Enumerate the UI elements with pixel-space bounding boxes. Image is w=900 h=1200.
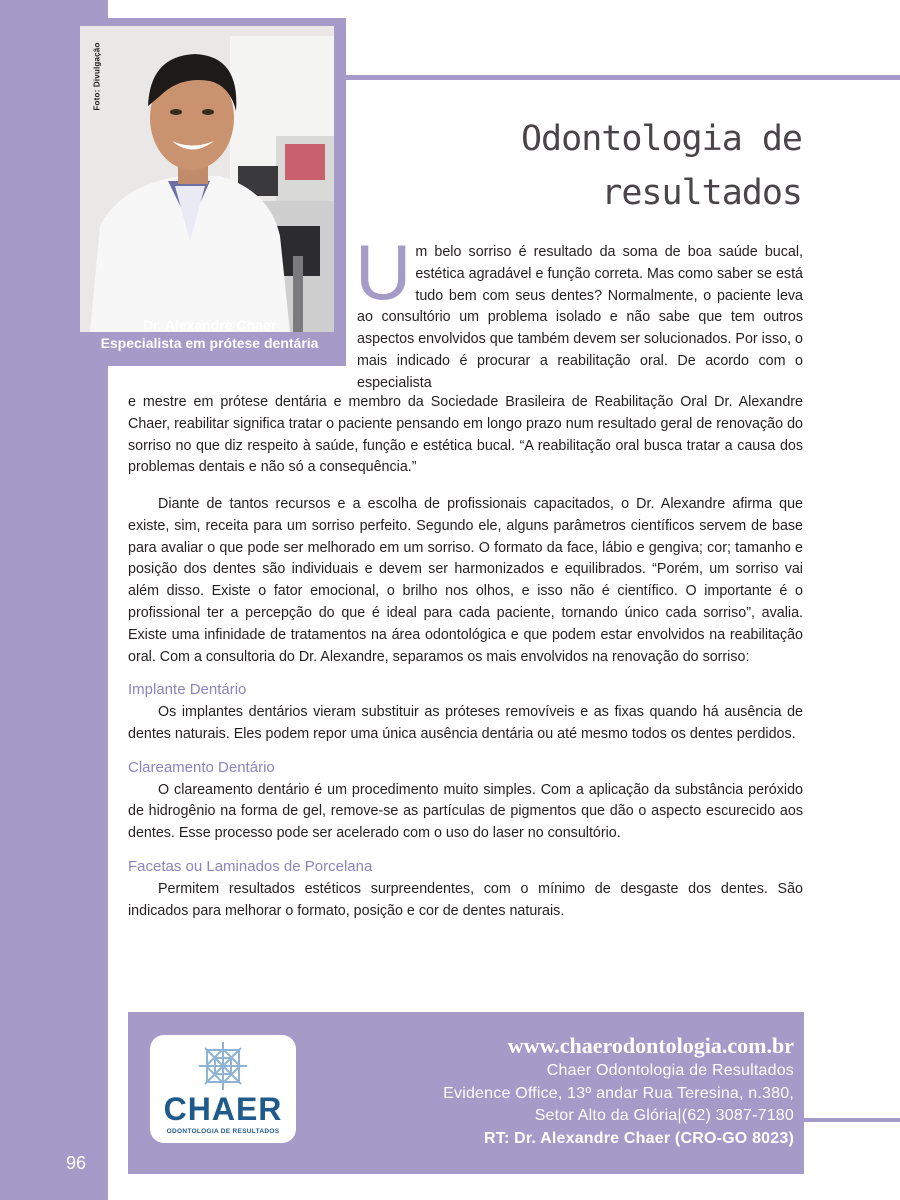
address-phone-line: Setor Alto da Glória|(62) 3087-7180: [534, 1107, 794, 1124]
top-divider-rule: [340, 75, 900, 80]
section-heading-clareamento: Clareamento Dentário: [128, 758, 275, 776]
doctor-portrait-photo: [80, 26, 334, 332]
portrait-illustration: [80, 26, 334, 332]
contact-info: [443, 1032, 794, 1150]
section-heading-facetas: Facetas ou Laminados de Porcelana: [128, 857, 373, 875]
section-text-facetas: Permitem resultados estéticos surpreendentes, com o mínimo de desgaste dos dentes. São indicados para melhorar o formato, posição e cor de dentes naturais.: [128, 880, 803, 919]
body-paragraph-2: Diante de tantos recursos e a escolha de profissionais capacitados, o Dr. Alexandre afirma que existe, sim, receita para um sorriso perfeito. Segundo ele, alguns parâmetros científicos servem de base para avaliar o que pode ser melhorado em um sorriso. O formato da face, lábio e gengiva; cor; tamanho e posição dos dentes são individuais e devem ser harmonizados e equilibrados. “Porém, um sorriso vai além disso. Existe o fator emocional, o brilho nos olhos, e isso não é científico. O importante é o profissional ter a percepção do que é ideal para cada paciente, tornando único cada sorriso”, avalia. Existe uma infinidade de tratamentos na área odontológica e que podem estar envolvidos na reabilitação oral. Com a consultoria do Dr. Alexandre, separamos os mais envolvidos na renovação do sorriso:: [128, 496, 803, 665]
section-text-implante: Os implantes dentários vieram substituir as próteses removíveis e as fixas quando há ausência de dentes naturais. Eles podem repor uma única ausência dentária ou até mesmo todos os dentes perdidos.: [128, 704, 803, 742]
drop-cap: U: [355, 228, 412, 316]
chaer-logo-mark-icon: [197, 1040, 249, 1092]
clinic-name: Chaer Odontologia de Resultados: [546, 1062, 794, 1079]
intro-paragraph: [355, 228, 803, 395]
article-title: [521, 112, 802, 220]
title-line-1: Odontologia de: [520, 119, 802, 159]
article-body: [128, 494, 803, 922]
chaer-logo: [150, 1035, 296, 1143]
footer-contact-box: [128, 1012, 804, 1174]
intro-text-beside-photo: m belo sorriso é resultado da soma de boa saúde bucal, estética agradável e função correta. Mas como saber se está tudo bem com seus dentes? Normalmente, o paciente leva ao consultório um problema isolado e não sabe que tem outros aspectos envolvidos que também devem ser solucionados. Por isso, o mais indicado é procurar a reabilitação oral. De acordo com o especialista: [357, 244, 803, 391]
section-text-clareamento: O clareamento dentário é um procedimento muito simples. Com a aplicação da substância peróxido de hidrogênio na forma de gel, remove-se as partículas de pigmentos que dão o aspecto escurecido aos dentes. Esse processo pode ser acelerado com o uso do laser no consultório.: [128, 781, 803, 842]
responsible-technician: RT: Dr. Alexandre Chaer (CRO-GO 8023): [483, 1129, 794, 1147]
photo-caption: [73, 316, 346, 352]
logo-tagline: ODONTOLOGIA DE RESULTADOS: [166, 1128, 280, 1135]
section-heading-implante: Implante Dentário: [128, 681, 247, 699]
photo-panel: [73, 18, 346, 366]
title-line-2: resultados: [601, 173, 802, 213]
address-line-1: Evidence Office, 13º andar Rua Teresina, n.380,: [443, 1084, 794, 1102]
logo-wordmark: CHAER: [163, 1091, 283, 1127]
caption-role: Especialista em prótese dentária: [100, 335, 319, 351]
caption-name: Dr. Alexandre Chaer: [142, 317, 277, 333]
website-url[interactable]: www.chaerodontologia.com.br: [507, 1033, 794, 1058]
bottom-divider-rule: [800, 1118, 900, 1122]
photo-credit: Foto: Divulgação: [92, 42, 102, 111]
page-number: 96: [66, 1153, 87, 1173]
intro-paragraph-continued: e mestre em prótese dentária e membro da Sociedade Brasileira de Reabilitação Oral Dr. Alexandre Chaer, reabilitar significa tratar o paciente pensando em longo prazo num resultado geral de renovação do sorriso no que diz respeito à saúde, função e estética bucal. “A reabilitação oral busca tratar a causa dos problemas dentais e não só a consequência.”: [128, 394, 803, 476]
